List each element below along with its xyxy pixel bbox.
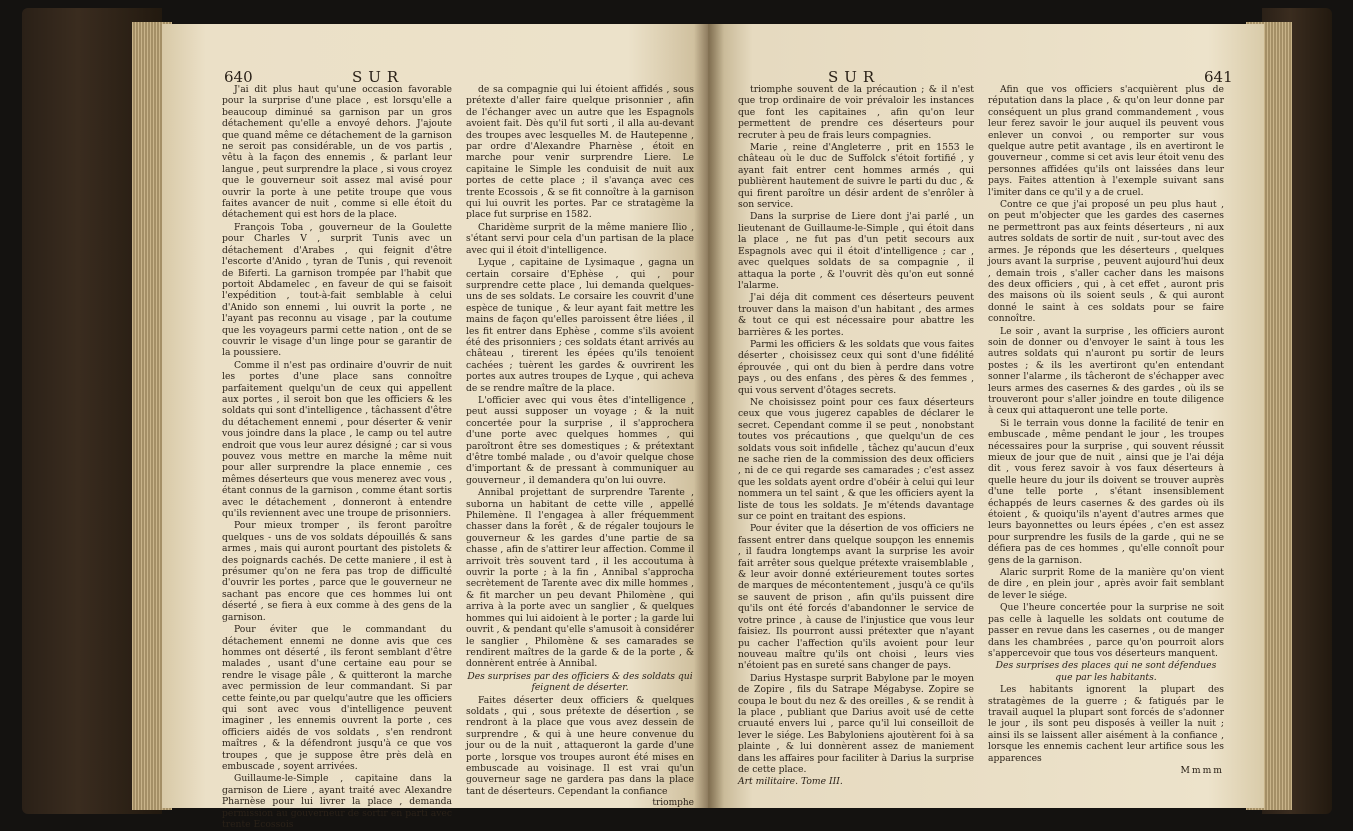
- running-head-right: SUR: [828, 68, 881, 86]
- paragraph: Si le terrain vous donne la facilité de tenir en embuscade , même pendant le jour , les troupes nécessaires pour la surprise , qui souvent réussit mieux de jour que de nuit , ainsi que je l'ai déja dit , vous ferez savoir à vos faux déserteurs à quelle heure du jour ils doivent se trouver auprès d'une telle porte , s'étant insensiblement échappés de leurs casernes & des gardes où ils étoient , & quoiqu'ils n'ayent d'autres armes que leurs bayonnettes ou leurs épées , c'en est assez pour surprendre les fusils de la garde , qui ne se défiera pas de ces hommes , qu'elle connoît pour gens de la garnison.: [988, 417, 1224, 566]
- paragraph: Parmi les officiers & les soldats que vous faites déserter , choisissez ceux qui sont d'une fidélité éprouvée , qui ont du bien à perdre dans votre pays , ou des enfans , des pères & des femmes , qui vous servent d'ôtages secrets.: [738, 338, 974, 396]
- paragraph: Lyque , capitaine de Lysimaque , gagna un certain corsaire d'Ephèse , qui , pour surprendre cette place , lui demanda quelques-uns de ses soldats. Le corsaire les couvrit d'une espèce de tunique , & leur ayant fait mettre les mains de façon qu'elles paroissent être liées , il les fit entrer dans Ephèse , comme s'ils avoient été des prisonniers ; ces soldats étant arrivés au château , tirerent les épées qu'ils tenoient cachées ; tuèrent les gardes & ouvrirent les portes aux autres troupes de Lyque , qui acheva de se rendre maître de la place.: [466, 257, 694, 394]
- paragraph: Faites déserter deux officiers & quelques soldats , qui , sous prétexte de désertion , se rendront à la place que vous avez dessein de surprendre , & qui à une heure convenue du jour ou de la nuit , attaqueront la garde d'une porte , lorsque vos troupes auront été mises en embuscade au voisinage. Il est vrai qu'un gouverneur sage ne gardera pas dans la place tant de déserteurs. Cependant la confiance: [466, 694, 694, 797]
- open-book: [22, 8, 1332, 830]
- paragraph: François Toba , gouverneur de la Goulette pour Charles V , surprit Tunis avec un détachement d'Arabes , qui feignit d'être l'escorte d'Anido , tyran de Tunis , qui revenoit de Biferti. La garnison trompée par l'habit que portoit Abdamelec , en faveur de qui se faisoit l'expédition , tout-à-fait semblable à celui d'Anido son ennemi , lui ouvrit la porte , ne l'ayant pas reconnu au visage , par la coutume que les voyageurs parmi cette nation , ont de se couvrir le visage d'un linge pour se garantir de la poussiere.: [222, 221, 452, 359]
- right-page-column-2: [988, 84, 1224, 777]
- paragraph: Le soir , avant la surprise , les officiers auront soin de donner ou d'envoyer le saint à tous les autres soldats qui n'auront pu sortir de leurs postes ; & ils les avertiront qu'en entendant sonner l'alarme , ils tâcheront de s'échapper avec leurs armes des casernes & des gardes , où ils se trouveront pour s'aller joindre en toute diligence à ceux qui attaqueront une telle porte.: [988, 325, 1224, 417]
- catchword: triomphe: [652, 798, 694, 809]
- right-page: [708, 24, 1264, 808]
- signature-line: Art militaire. Tome III.: [738, 776, 843, 788]
- paragraph: Comme il n'est pas ordinaire d'ouvrir de nuit les portes d'une place sans connoître parfaitement quelqu'un de ceux qui appellent aux portes , il seroit bon que les officiers & les soldats qui sont d'intelligence , tâchassent d'être du détachement ennemi , pour déserter & venir vous joindre dans la place , le camp ou tel autre endroit que vous leur aurez désigné ; car si vous pouvez vous mettre en marche la même nuit pour aller surprendre la place ennemie , ces mêmes déserteurs que vous menerez avec vous , étant connus de la garnison , comme étant sortis avec le détachement , donneront à entendre qu'ils reviennent avec une troupe de prisonniers.: [222, 359, 452, 520]
- paragraph: Marie , reine d'Angleterre , prit en 1553 le château où le duc de Suffolck s'étoit fortifié , y ayant fait entrer cent hommes armés , qui publièrent hautement de suivre le parti du duc , & qui firent paroître un désir ardent de s'enrôler à son service.: [738, 142, 974, 211]
- left-page: [162, 24, 710, 830]
- paragraph: triomphe souvent de la précaution ; & il n'est que trop ordinaire de voir prévaloir les instances que font les capitaines , afin qu'on leur permettent de prendre ces déserteurs pour recruter à peu de frais leurs compagnies.: [738, 84, 974, 141]
- section-heading: Des surprises par des officiers & des soldats qui feignent de déserter.: [467, 670, 693, 694]
- paragraph: Darius Hystaspe surprit Babylone par le moyen de Zopire , fils du Satrape Mégabyse. Zopire se coupa le bout du nez & des oreilles , & se rendit à la place , publiant que Darius avoit usé de cette cruauté envers lui , parce qu'il lui conseilloit de lever le siége. Les Babyloniens ajoutèrent foi à sa plainte , & lui donnèrent assez de maniement dans les affaires pour faciliter à Darius la surprise de cette place.: [738, 672, 974, 775]
- paragraph: Dans la surprise de Liere dont j'ai parlé , un lieutenant de Guillaume-le-Simple , qui étoit dans la place , ne fut pas d'un petit secours aux Espagnols avec qui il étoit d'intelligence ; car , avec quelques soldats de sa compagnie , il attaqua la porte , & l'ouvrit dès qu'on eut sonné l'alarme.: [738, 211, 974, 291]
- paragraph: J'ai déja dit comment ces déserteurs peuvent trouver dans la maison d'un habitant , des armes & tout ce qui est nécessaire pour abattre les barrières & les portes.: [738, 292, 974, 338]
- paragraph: Guillaume-le-Simple , capitaine dans la garnison de Liere , ayant traité avec Alexandre Pharnèse pour lui livrer la place , demanda permission au gouverneur de sortir en parti avec trente Ecossois: [222, 773, 452, 830]
- page-number-right: 641: [1204, 68, 1233, 86]
- book-gutter: [694, 24, 724, 808]
- paragraph: J'ai dit plus haut qu'une occasion favorable pour la surprise d'une place , est lorsqu'elle a beaucoup diminué sa garnison par un gros détachement qu'elle a envoyé dehors. J'ajoute que quand même ce détachement de la garnison ne seroit pas considérable, un de vos partis , vêtu à la façon des ennemis , & parlant leur langue , peut surprendre la place , si vous croyez que le gouverneur soit assez mal avisé pour ouvrir la porte à une petite troupe que vous faites avancer de nuit , comme si elle étoit du détachement qui est hors de la place.: [222, 84, 452, 221]
- left-page-column-1: [222, 84, 452, 831]
- paragraph: Les habitants ignorent la plupart des stratagèmes de la guerre ; & fatigués par le travail auquel la plupart sont forcés de s'adonner le jour , ils sont peu disposés à veiller la nuit ; ainsi ils se laissent aller aisément à la confiance , lorsque les ennemis cachent leur artifice sous les apparences: [988, 684, 1224, 764]
- paragraph: Pour éviter que le commandant du détachement ennemi ne donne avis que ces hommes ont déserté , ils feront semblant d'être malades , usant d'une certaine eau pour se rendre le visage pâle , & quitteront la marche avec permission de leur commandant. Si par cette feinte,ou par quelqu'autre que les officiers qui sont avec vous d'intelligence peuvent imaginer , les ennemis ouvrent la porte , ces officiers aidés de vos soldats , s'en rendront maîtres , & la défendront jusqu'à ce que vos troupes , que je suppose être près delà en embuscade , soyent arrivées.: [222, 624, 452, 772]
- paragraph: de sa compagnie qui lui étoient affidés , sous prétexte d'aller faire quelque prisonnier , afin de l'échanger avec un autre que les Espagnols avoient fait. Dès qu'il fut sorti , il alla au-devant des troupes avec lesquelles M. de Hautepenne , par ordre d'Alexandre Pharnèse , étoit en marche pour venir surprendre Liere. Le capitaine le Simple les conduisit de nuit aux portes de cette place ; il s'avança avec ces trente Ecossois , & se fit connoître à la garnison qui lui ouvrit les portes. Par ce stratagème la place fut surprise en 1582.: [466, 84, 694, 221]
- signature-mark: Mmmm: [1180, 764, 1224, 776]
- paragraph: Pour éviter que la désertion de vos officiers ne fassent entrer dans quelque soupçon les ennemis , il faudra longtemps avant la surprise les avoir fait arrêter sous quelque prétexte vraisemblable , & leur avoir donné extérieurement toutes sortes de marques de mécontentement , jusqu'à ce qu'ils se sauvent de prison , afin qu'ils puissent dire qu'ils ont été forcés d'abandonner le service de votre prince , à cause de l'injustice que vous leur faisiez. Ils pourront aussi prétexter que n'ayant pu cacher l'affection qu'ils avoient pour leur nouveau maître qu'ils ont choisi , leurs vies n'étoient pas en sureté sans changer de pays.: [738, 523, 974, 672]
- paragraph: Ne choisissez point pour ces faux déserteurs ceux que vous jugerez capables de déclarer le secret. Cependant comme il se peut , nonobstant toutes vos précautions , que quelqu'un de ces soldats vous soit infidelle , tâchez qu'aucun d'eux ne sache rien de la commission des deux officiers , ni de ce qui regarde ses camarades ; c'est assez que les soldats ayent ordre d'obéir à celui qui leur nommera un tel saint , & que les officiers ayent la liste de tous les soldats. Je m'étends davantage sur ce point en traitant des espions.: [738, 396, 974, 523]
- paragraph: Charidème surprit de la même maniere Ilio , s'étant servi pour cela d'un partisan de la place avec qui il étoit d'intelligence.: [466, 221, 694, 256]
- page-number-left: 640: [224, 68, 253, 86]
- paragraph: Contre ce que j'ai proposé un peu plus haut , on peut m'objecter que les gardes des casernes ne permettront pas aux feints déserteurs , ni aux autres soldats de sortir de nuit , sur-tout avec des armes. Je réponds que les déserteurs , quelques jours avant la surprise , peuvent aujourd'hui deux , demain trois , s'aller cacher dans les maisons des deux officiers , qui , à cet effet , auront pris des maisons où ils soient seuls , & qui auront donné le saint à ces soldats pour se faire connoître.: [988, 199, 1224, 325]
- right-page-column-1: [738, 84, 974, 789]
- paragraph: Pour mieux tromper , ils feront paroître quelques - uns de vos soldats dépouillés & sans armes , mais qui auront pourtant des pistolets & des poignards cachés. De cette maniere , il est à présumer qu'on ne fera pas trop de difficulté d'ouvrir les portes , parce que le gouverneur ne sachant pas encore que ces hommes lui ont déserté , se fiera à eux comme à des gens de la garnison.: [222, 520, 452, 623]
- running-head-left: SUR: [352, 68, 405, 86]
- left-page-column-2: [466, 84, 694, 811]
- section-heading: Des surprises des places qui ne sont défendues que par les habitants.: [995, 660, 1217, 683]
- paragraph: Alaric surprit Rome de la manière qu'on vient de dire , en plein jour , après avoir fait semblant de lever le siége.: [988, 567, 1224, 601]
- paragraph: Afin que vos officiers s'acquièrent plus de réputation dans la place , & qu'on leur donne par conséquent un plus grand commandement , vous leur ferez savoir le jour auquel ils peuvent vous enlever un convoi , ou remporter sur vous quelque autre petit avantage , ils en avertiront le gouverneur , comme si cet avis leur étoit venu des personnes affidées qu'ils ont laissées dans leur pays. Faites attention à l'exemple suivant sans l'imiter dans ce qu'il y a de cruel.: [988, 84, 1224, 198]
- paragraph: L'officier avec qui vous êtes d'intelligence , peut aussi supposer un voyage ; & la nuit concertée pour la surprise , il s'approchera d'une porte avec quelques hommes , qui paroîtront être ses domestiques ; & prétextant d'être tombé malade , ou d'avoir quelque chose d'important & de pressant à communiquer au gouverneur , il demandera qu'on lui ouvre.: [466, 394, 694, 486]
- paragraph: Annibal projettant de surprendre Tarente , suborna un habitant de cette ville , appellé Philemène. Il l'engagea à aller fréquemment chasser dans la forêt , & de régaler toujours le gouverneur & les gardes d'une partie de sa chasse , afin de s'attirer leur affection. Comme il arrivoit très souvent tard , il les accoutuma à ouvrir la porte ; à la fin , Annibal s'approcha secrètement de Tarente avec dix mille hommes , & fit marcher un peu devant Philomène , qui arriva à la porte avec un sanglier , & quelques hommes qui lui aidoient à le porter ; la garde lui ouvrit , & pendant qu'elle s'amusoit à considérer le sanglier , Philomène & ses camarades se rendirent maîtres de la garde & de la porte , & donnèrent entrée à Annibal.: [466, 487, 694, 670]
- paragraph: Que l'heure concertée pour la surprise ne soit pas celle à laquelle les soldats ont coutume de passer en revue dans les casernes , ou de manger dans les chambrées , parce qu'on pourroit alors s'appercevoir que tous vos déserteurs manquent.: [988, 602, 1224, 659]
